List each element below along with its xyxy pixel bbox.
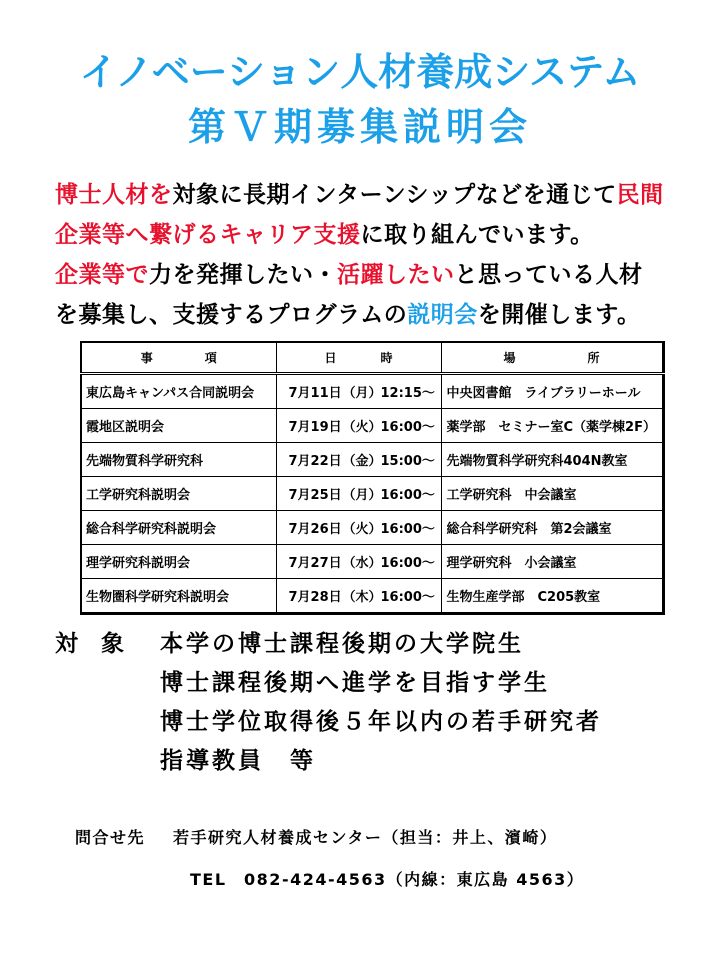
intro-segment: 博士人材を [55,182,173,208]
target-label: 対 象 [55,631,124,657]
schedule-weekday: （月） [342,386,382,401]
intro-segment: 力を発揮したい・ [149,262,337,288]
schedule-date: 7月27日 [288,556,342,571]
schedule-header-row [81,342,663,374]
schedule-time: 15:00～ [380,454,435,469]
list-item: 本学の博士課程後期の大学院生 [160,631,524,657]
intro-segment: を開催します。 [477,302,641,328]
schedule-item: 総合科学研究科説明会 [81,511,276,545]
schedule-place: 中央図書館 ライブラリーホール [441,374,663,409]
schedule-place: 理学研究科 小会議室 [441,545,663,579]
schedule-weekday: （水） [342,556,382,571]
intro-segment: 活躍したい [337,262,455,288]
table-row [81,409,663,443]
schedule-date: 7月22日 [288,454,342,469]
schedule-weekday: （金） [342,454,382,469]
contact-center-name: 若手研究人材養成センター（担当：井上、濱崎） [173,828,558,847]
schedule-time: 16:00～ [380,590,435,605]
table-row [81,579,663,614]
list-item: 博士学位取得後５年以内の若手研究者 [160,709,602,735]
schedule-datetime [276,511,441,545]
schedule-date: 7月28日 [288,590,342,605]
schedule-place: 薬学部 セミナー室C（薬学棟2F） [441,409,663,443]
header-place: 場 所 [441,342,663,374]
schedule-weekday: （月） [342,488,382,503]
schedule-place: 総合科学研究科 第2会議室 [441,511,663,545]
schedule-time: 12:15～ [380,386,435,401]
intro-segment: 民間 [616,182,664,208]
schedule-time: 16:00～ [380,522,435,537]
intro-paragraph [55,175,664,335]
contact-phone: TEL 082-424-4563（内線：東広島 4563） [190,870,585,889]
schedule-time: 16:00～ [380,556,435,571]
schedule-datetime [276,443,441,477]
target-list [160,625,602,781]
intro-segment: 企業等へ繋げるキャリア支援 [55,222,361,248]
schedule-item: 霞地区説明会 [81,409,276,443]
table-row [81,511,663,545]
list-item: 博士課程後期へ進学を目指す学生 [160,670,550,696]
schedule-item: 生物圏科学研究科説明会 [81,579,276,614]
intro-segment: 対象に長期インターンシップなどを通じて [172,182,617,208]
schedule-time: 16:00～ [380,420,435,435]
table-row [81,545,663,579]
schedule-date: 7月25日 [288,488,342,503]
schedule-weekday: （火） [342,522,382,537]
schedule-item: 工学研究科説明会 [81,477,276,511]
schedule-item: 東広島キャンパス合同説明会 [81,374,276,409]
header-datetime: 日 時 [276,342,441,374]
schedule-table [80,341,665,615]
title-line-2: 第Ｖ期募集説明会 [187,105,532,149]
schedule-datetime [276,409,441,443]
schedule-weekday: （火） [342,420,382,435]
schedule-item: 理学研究科説明会 [81,545,276,579]
schedule-date: 7月26日 [288,522,342,537]
schedule-datetime [276,545,441,579]
list-item: 指導教員 等 [160,748,316,774]
schedule-date: 7月19日 [288,420,342,435]
intro-segment: に取り組んでいます。 [360,222,594,248]
schedule-datetime [276,374,441,409]
schedule-weekday: （木） [342,590,382,605]
intro-segment: 説明会 [407,302,478,328]
schedule-time: 16:00～ [380,488,435,503]
schedule-item: 先端物質科学研究科 [81,443,276,477]
schedule-datetime [276,579,441,614]
table-row [81,443,663,477]
schedule-place: 生物生産学部 C205教室 [441,579,663,614]
intro-segment: 企業等で [55,262,149,288]
title-line-1: イノベーション人材養成システム [79,50,641,94]
intro-segment: と思っている人材 [454,262,643,288]
schedule-place: 工学研究科 中会議室 [441,477,663,511]
schedule-datetime [276,477,441,511]
contact-label: 問合せ先 [75,828,146,847]
table-row [81,477,663,511]
schedule-date: 7月11日 [288,386,342,401]
schedule-place: 先端物質科学研究科404N教室 [441,443,663,477]
intro-line-1 [55,175,664,215]
table-row [81,374,663,409]
intro-segment: を募集し、支援するプログラムの [55,302,408,328]
intro-line-2 [55,215,664,255]
intro-line-3 [55,255,664,295]
header-item: 事 項 [81,342,276,374]
intro-line-4 [55,295,664,335]
